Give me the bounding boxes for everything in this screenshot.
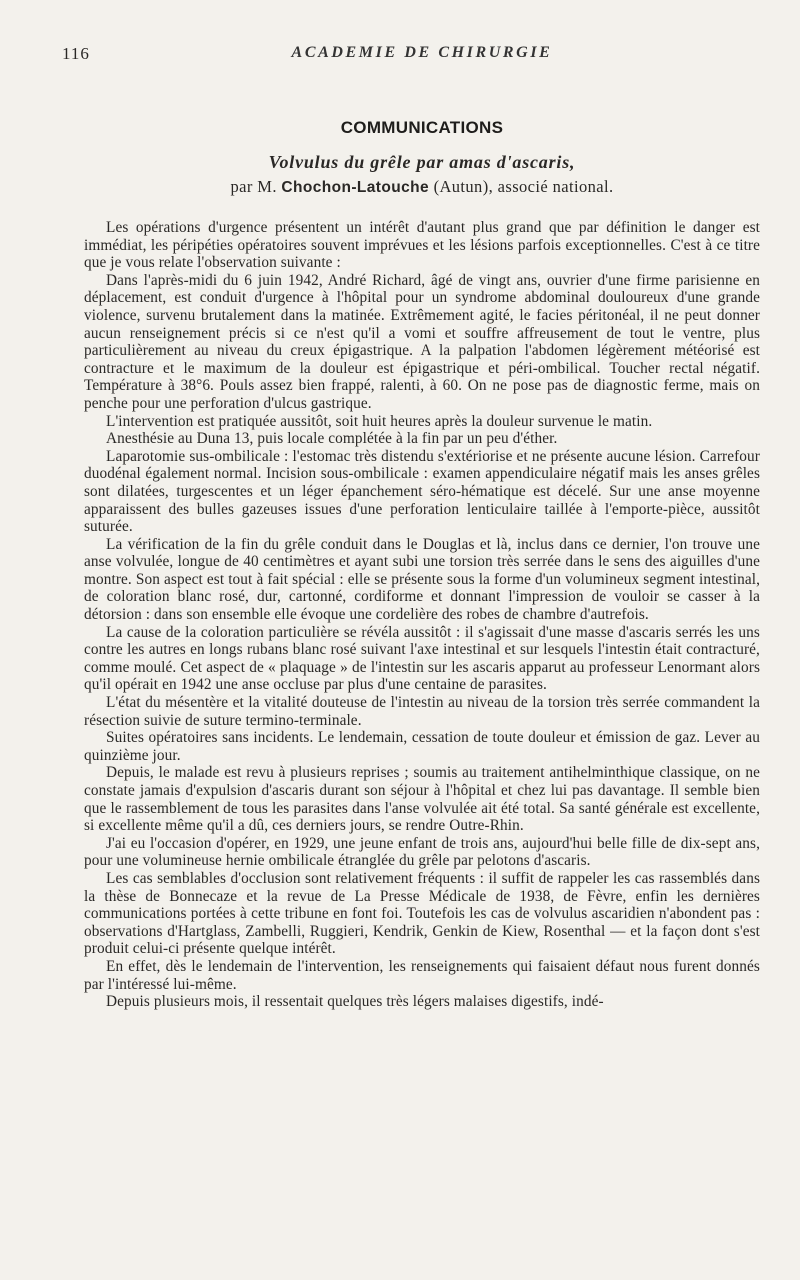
paragraph: Depuis plusieurs mois, il ressentait quelques très légers malaises digestifs, indé- (106, 993, 604, 1011)
paragraph: La vérification de la fin du grêle conduit dans le Douglas et là, inclus dans ce dernier, l'on trouve une anse volvulée, longue de 40 centimètres et ayant subi une torsion très serrée dans le sens des aiguilles d'une montre. Son aspect est tout à fait spécial : elle se présente sous la forme d'un volumineux segment intestinal, de coloration blanc rosé, dur, cartonné, cordiforme et donnant l'impression de vouloir se casser à la détorsion : dans son ensemble elle évoque une cordelière des robes de chambre d'autrefois. (84, 535, 760, 624)
page-header (62, 44, 760, 66)
byline-prefix: par M. (230, 177, 277, 196)
running-title: ACADEMIE DE CHIRURGIE (291, 44, 553, 61)
article-body (84, 219, 760, 1011)
paragraph: La cause de la coloration particulière se révéla aussitôt : il s'agissait d'une masse d'ascaris serrés les uns contre les autres en longs rubans blanc rosé suivant l'axe intestinal et sur lesquels l'intestin était contracturé, comme moulé. Cet aspect de « plaquage » de l'intestin sur les ascaris apparut au professeur Lenormant alors qu'il opérait en 1942 une anse occluse par plus d'une centaine de parasites. (84, 623, 760, 694)
paragraph: Dans l'après-midi du 6 juin 1942, André Richard, âgé de vingt ans, ouvrier d'une firme parisienne en déplacement, est conduit d'urgence à l'hôpital pour un syndrome abdominal douloureux d'une grande violence, survenu brutalement dans la matinée. Extrêmement agité, le facies péritonéal, il ne peut donner aucun renseignement précis si ce n'est qu'il a vomi et souffre affreusement de tout le ventre, plus particulièrement au niveau du creux épigastrique. A la palpation l'abdomen légèrement météorisé est contracture et le maximum de la douleur est épigastrique et péri-ombilical. Toucher rectal négatif. Température à 38°6. Pouls assez bien frappé, ralenti, à 60. On ne pose pas de diagnostic ferme, mais on penche pour une perforation d'ulcus gastrique. (84, 271, 760, 412)
author-name: Chochon-Latouche (281, 179, 430, 196)
paragraph: Laparotomie sus-ombilicale : l'estomac très distendu s'extériorise et ne présente aucune lésion. Carrefour duodénal également normal. Incision sous-ombilicale : examen appendiculaire négatif mais les anses grêles sont dilatées, turgescentes et un léger épanchement séro-hématique est décelé. Sur une anse moyenne apparaissent des bulles gazeuses issues d'une perforation lenticulaire taillée à l'emporte-pièce, aussitôt suturée. (84, 447, 760, 536)
page-number: 116 (62, 44, 90, 63)
article-title: Volvulus du grêle par amas d'ascaris, (268, 152, 576, 172)
paragraph: Anesthésie au Duna 13, puis locale complétée à la fin par un peu d'éther. (106, 430, 558, 448)
paragraph: Depuis, le malade est revu à plusieurs reprises ; soumis au traitement antihelminthique classique, on ne constate jamais d'expulsion d'ascaris durant son séjour à l'hôpital et chez lui pas davantage. Il semble bien que le rassemblement de tous les parasites dans l'anse volvulée ait été total. Sa santé générale est excellente, si excellente même qu'il a dû, ces derniers jours, se rendre Outre-Rhin. (84, 764, 760, 835)
paragraph: L'état du mésentère et la vitalité douteuse de l'intestin au niveau de la torsion très serrée commandent la résection suivie de suture termino-terminale. (84, 694, 760, 729)
paragraph: Les opérations d'urgence présentent un intérêt d'autant plus grand que par définition le danger est immédiat, les péripéties opératoires souvent imprévues et les lésions parfois exceptionnelles. C'est à ce titre que je vous relate l'observation suivante : (84, 219, 760, 272)
paragraph: J'ai eu l'occasion d'opérer, en 1929, une jeune enfant de trois ans, aujourd'hui belle fille de dix-sept ans, pour une volumineuse hernie ombilicale étranglée du grêle par pelotons d'ascaris. (84, 834, 760, 870)
byline-suffix: (Autun), associé national. (433, 177, 614, 196)
paragraph: Les cas semblables d'occlusion sont relativement fréquents : il suffit de rappeler les cas rassemblés dans la thèse de Bonnecaze et la revue de La Presse Médicale de 1938, de Fèvre, enfin les dernières communications portées à cette tribune en font foi. Toutefois les cas de volvulus ascaridien n'abondent pas : observations d'Hartglass, Zambelli, Ruggieri, Kendrik, Genkin de Kiew, Rosenthal — et la façon dont s'est produit celui-ci présente quelque intérêt. (84, 869, 760, 958)
paragraph: En effet, dès le lendemain de l'intervention, les renseignements qui faisaient défaut nous furent donnés par l'intéressé lui-même. (84, 957, 760, 993)
byline (84, 177, 760, 197)
document-page (62, 44, 760, 1011)
paragraph: L'intervention est pratiquée aussitôt, soit huit heures après la douleur survenue le matin. (106, 412, 653, 430)
paragraph: Suites opératoires sans incidents. Le lendemain, cessation de toute douleur et émission de gaz. Lever au quinzième jour. (84, 729, 760, 764)
section-title: COMMUNICATIONS (340, 118, 504, 137)
